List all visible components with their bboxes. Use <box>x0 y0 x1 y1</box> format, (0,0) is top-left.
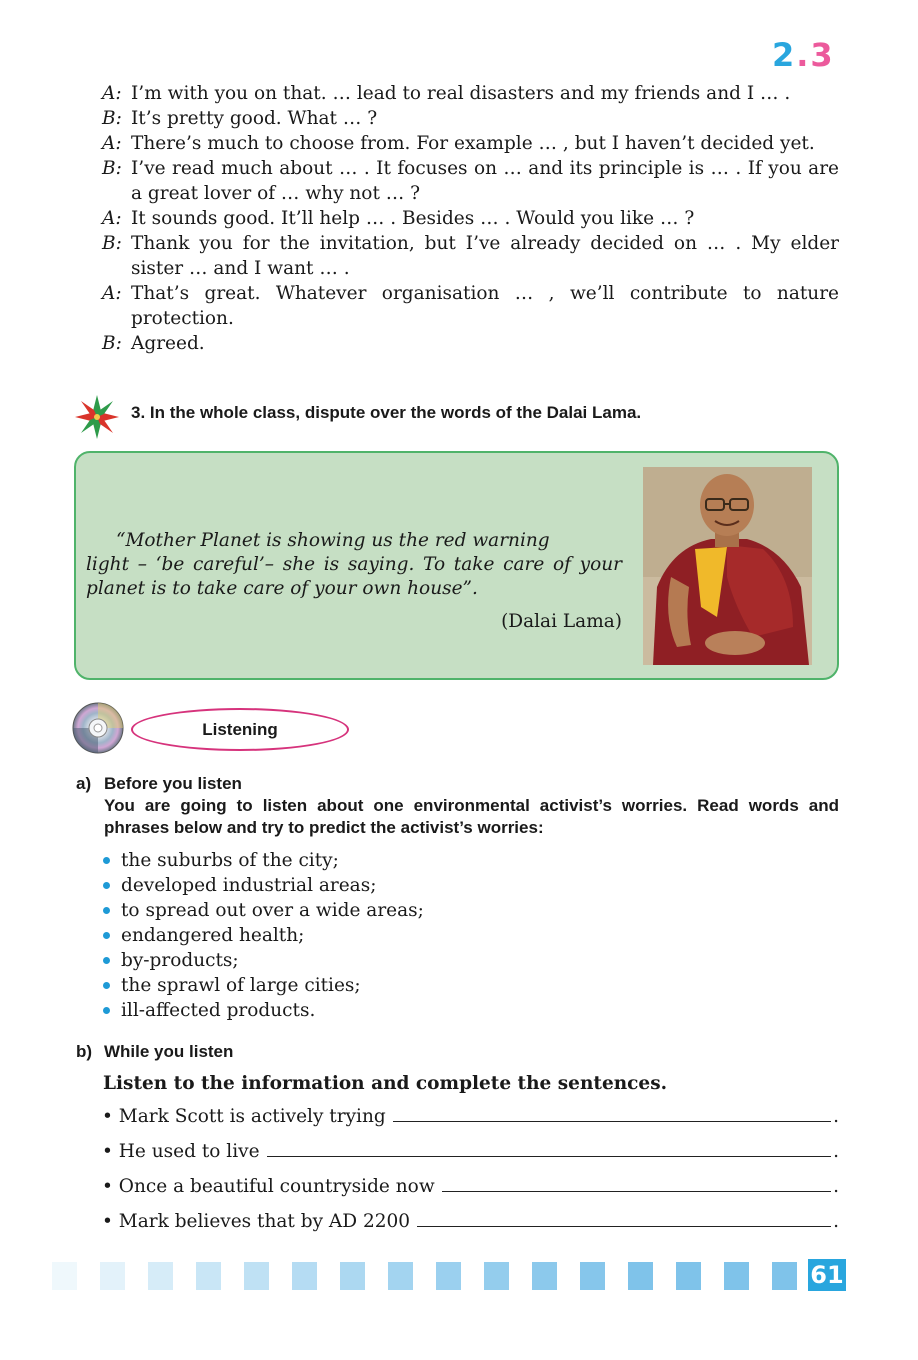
word-list <box>103 848 424 1023</box>
utterance: It’s pretty good. What … ? <box>131 108 378 129</box>
bullet-icon <box>103 907 110 914</box>
footer-square <box>484 1262 509 1290</box>
speaker: B: <box>102 108 122 129</box>
footer-square <box>340 1262 365 1290</box>
speaker: B: <box>102 233 122 254</box>
sentence-text: • Once a beautiful countryside now <box>102 1176 435 1197</box>
period: . <box>833 1106 839 1127</box>
list-item <box>103 923 424 948</box>
footer-square <box>292 1262 317 1290</box>
unit-dot: . <box>796 36 811 74</box>
section-b-label: b) <box>76 1042 93 1061</box>
dialogue-line <box>102 206 839 231</box>
list-item <box>103 948 424 973</box>
dalai-lama-photo <box>643 467 812 665</box>
utterance: Thank you for the invitation, but I’ve already decided on … . My elder sister … and I want … . <box>131 233 839 279</box>
section-a-title: Before you listen <box>104 774 242 793</box>
unit-major: 2 <box>772 36 797 74</box>
dialogue-line <box>102 331 839 356</box>
quote-source: (Dalai Lama) <box>501 611 622 632</box>
footer-square <box>100 1262 125 1290</box>
dialogue <box>102 81 839 356</box>
footer-square <box>532 1262 557 1290</box>
sentence-text: • Mark believes that by AD 2200 <box>102 1211 411 1232</box>
speaker: B: <box>102 333 122 354</box>
list-item-text: to spread out over a wide areas; <box>121 900 424 921</box>
answer-blank[interactable] <box>267 1142 832 1157</box>
footer-square <box>628 1262 653 1290</box>
bullet-icon <box>103 857 110 864</box>
utterance: I’ve read much about … . It focuses on … and its principle is … . If you are a great lover of … why not … ? <box>131 158 839 204</box>
list-item-text: the suburbs of the city; <box>121 850 339 871</box>
quote-line-1: “Mother Planet is showing us the red warning <box>116 530 550 551</box>
answer-blank[interactable] <box>393 1107 831 1122</box>
list-item <box>103 898 424 923</box>
period: . <box>833 1141 839 1162</box>
footer-square <box>244 1262 269 1290</box>
list-item <box>103 848 424 873</box>
dialogue-line <box>102 106 839 131</box>
dialogue-line <box>102 131 839 156</box>
bullet-icon <box>103 932 110 939</box>
bullet-icon <box>103 1007 110 1014</box>
period: . <box>833 1211 839 1232</box>
dialogue-line <box>102 281 839 331</box>
section-b-instruction: Listen to the information and complete the sentences. <box>103 1073 668 1094</box>
list-item-text: the sprawl of large cities; <box>121 975 361 996</box>
footer-square <box>676 1262 701 1290</box>
dialogue-line <box>102 156 839 206</box>
section-b-title: While you listen <box>104 1042 234 1061</box>
footer-square <box>436 1262 461 1290</box>
section-a-label: a) <box>76 774 92 793</box>
sentence-row <box>102 1106 839 1141</box>
footer-square <box>52 1262 77 1290</box>
utterance: That’s great. Whatever organisation … , we’ll contribute to nature protection. <box>131 283 839 329</box>
task-3-heading: 3. In the whole class, dispute over the words of the Dalai Lama. <box>131 403 642 422</box>
listening-label-text: Listening <box>202 719 278 739</box>
dialogue-line <box>102 231 839 281</box>
footer-square <box>724 1262 749 1290</box>
utterance: There’s much to choose from. For example … , but I haven’t decided yet. <box>131 133 815 154</box>
footer-decoration <box>52 1262 820 1290</box>
footer-square <box>148 1262 173 1290</box>
speaker: A: <box>102 133 122 154</box>
list-item-text: endangered health; <box>121 925 305 946</box>
completion-sentences <box>102 1106 839 1246</box>
speaker: A: <box>102 283 122 304</box>
speaker: A: <box>102 83 122 104</box>
list-item-text: by-products; <box>121 950 239 971</box>
quote-box <box>74 451 839 680</box>
footer-square <box>196 1262 221 1290</box>
utterance: It sounds good. It’ll help … . Besides … . Would you like … ? <box>131 208 695 229</box>
answer-blank[interactable] <box>417 1212 831 1227</box>
utterance: I’m with you on that. … lead to real disasters and my friends and I … . <box>131 83 791 104</box>
list-item <box>103 998 424 1023</box>
sentence-text: • He used to live <box>102 1141 260 1162</box>
cd-icon <box>72 702 124 754</box>
sentence-text: • Mark Scott is actively trying <box>102 1106 386 1127</box>
bullet-icon <box>103 957 110 964</box>
section-a <box>76 773 839 839</box>
footer-square <box>772 1262 797 1290</box>
quote-line-rest: light – ‘be careful’– she is saying. To take care of your planet is to take care of your own house”. <box>86 554 622 599</box>
sentence-row <box>102 1176 839 1211</box>
list-item <box>103 873 424 898</box>
listening-label <box>131 708 349 751</box>
bullet-icon <box>103 882 110 889</box>
footer-square <box>388 1262 413 1290</box>
page-number: 61 <box>808 1259 846 1291</box>
utterance: Agreed. <box>131 333 205 354</box>
speaker: A: <box>102 208 122 229</box>
list-item-text: ill-affected products. <box>121 1000 316 1021</box>
list-item <box>103 973 424 998</box>
answer-blank[interactable] <box>442 1177 831 1192</box>
sentence-row <box>102 1141 839 1176</box>
star-icon <box>73 393 121 441</box>
period: . <box>833 1176 839 1197</box>
quote-text <box>86 529 622 601</box>
section-a-instruction: You are going to listen about one environmental activist’s worries. Read words and phrases below and try to predict the activist’s worries: <box>104 796 839 837</box>
speaker: B: <box>102 158 122 179</box>
footer-square <box>580 1262 605 1290</box>
list-item-text: developed industrial areas; <box>121 875 377 896</box>
bullet-icon <box>103 982 110 989</box>
unit-number <box>772 36 835 74</box>
unit-minor: 3 <box>810 36 835 74</box>
dialogue-line <box>102 81 839 106</box>
sentence-row <box>102 1211 839 1246</box>
